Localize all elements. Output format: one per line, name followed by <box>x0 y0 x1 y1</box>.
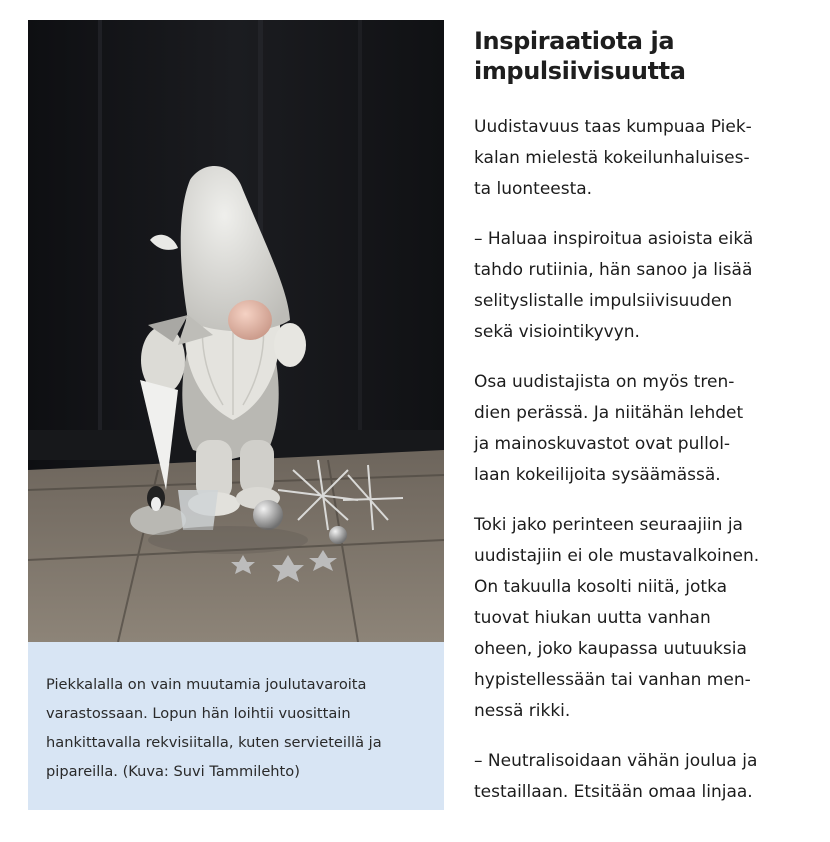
text-line: On takuulla kosolti niitä, jotka <box>474 577 728 597</box>
article-figure <box>28 20 444 810</box>
caption-line: pipareilla. (Kuva: Suvi Tammilehto) <box>46 763 300 780</box>
paragraph <box>474 112 804 205</box>
text-line: dien perässä. Ja niitähän lehdet <box>474 403 744 423</box>
section-heading <box>474 26 804 86</box>
photo-caption <box>28 642 444 810</box>
text-line: tuovat hiukan uutta vanhan <box>474 608 711 628</box>
paragraph <box>474 510 804 727</box>
caption-line: varastossaan. Lopun hän loihtii vuosittain <box>46 705 351 722</box>
text-line: tahdo rutiinia, hän sanoo ja lisää <box>474 260 753 280</box>
heading-line: impulsiivisuutta <box>474 57 686 85</box>
text-line: uudistajiin ei ole mustavalkoinen. <box>474 546 760 566</box>
text-line: Osa uudistajista on myös tren- <box>474 372 735 392</box>
tonttu-photo <box>28 20 444 642</box>
text-line: Uudistavuus taas kumpuaa Piek- <box>474 117 752 137</box>
tonttu-illustration <box>28 20 444 642</box>
text-line: sekä visiointikyvyn. <box>474 322 640 342</box>
text-line: – Haluaa inspiroitua asioista eikä <box>474 229 754 249</box>
text-line: oheen, joko kaupassa uutuuksia <box>474 639 747 659</box>
caption-line: Piekkalalla on vain muutamia joulutavaroita <box>46 676 367 693</box>
text-line: nessä rikki. <box>474 701 571 721</box>
paragraph <box>474 224 804 348</box>
text-line: – Neutralisoidaan vähän joulua ja <box>474 751 758 771</box>
heading-line: Inspiraatiota ja <box>474 27 675 55</box>
text-line: ta luonteesta. <box>474 179 593 199</box>
text-line: laan kokeilijoita sysäämässä. <box>474 465 721 485</box>
text-line: selityslistalle impulsiivisuuden <box>474 291 733 311</box>
text-line: testaillaan. Etsitään omaa linjaa. <box>474 782 753 802</box>
text-line: kalan mielestä kokeilunhaluises- <box>474 148 750 168</box>
text-line: hypistellessään tai vanhan men- <box>474 670 751 690</box>
article-body <box>474 26 804 827</box>
paragraph <box>474 746 804 808</box>
text-line: Toki jako perinteen seuraajiin ja <box>474 515 743 535</box>
text-line: ja mainoskuvastot ovat pullol- <box>474 434 731 454</box>
caption-line: hankittavalla rekvisiitalla, kuten servieteillä ja <box>46 734 382 751</box>
paragraph <box>474 367 804 491</box>
